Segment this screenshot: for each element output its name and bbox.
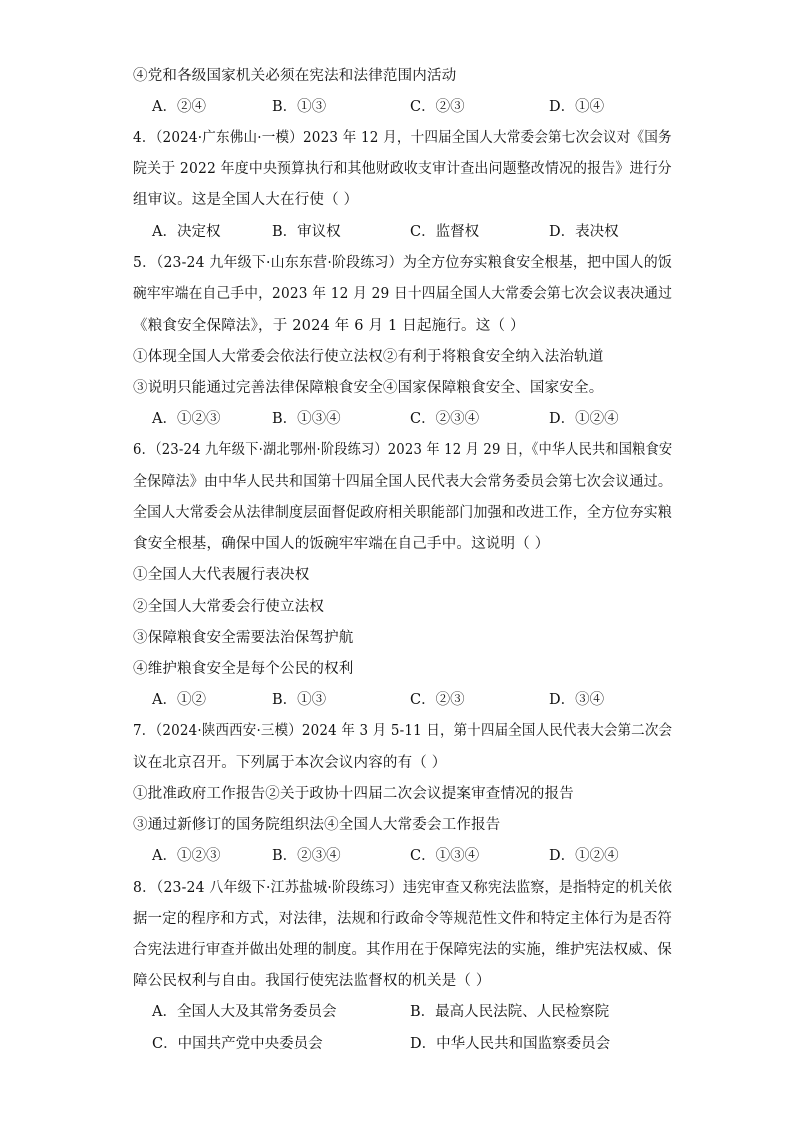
q5-statements-1-2: ①体现全国人大常委会依法行使立法权②有利于将粮食安全纳入法治轨道 xyxy=(133,349,604,365)
q5-stem-line-3: 《粮食安全保障法》，于 2024 年 6 月 1 日起施行。这（ ） xyxy=(133,318,525,334)
q8-option-d: D．中华人民共和国监察委员会 xyxy=(410,1036,611,1052)
q6-statement-1: ①全国人大代表履行表决权 xyxy=(133,567,310,583)
q5-option-d: D．①②④ xyxy=(549,411,619,427)
q6-statement-2: ②全国人大常委会行使立法权 xyxy=(133,599,325,615)
q7-statements-1-2: ①批准政府工作报告②关于政协十四届二次会议提案审查情况的报告 xyxy=(133,786,574,802)
q3-statement-4: ④党和各级国家机关必须在宪法和法律范围内活动 xyxy=(133,68,457,84)
q6-stem-line-3: 全国人大常委会从法律制度层面督促政府相关职能部门加强和改进工作，全方位夯实粮 xyxy=(133,505,673,521)
q5-option-c: C．②③④ xyxy=(410,411,480,427)
q4-stem-line-1: 4．（2024·广东佛山·一模）2023 年 12 月，十四届全国人大常委会第七次会议对《国务 xyxy=(133,130,672,146)
q7-stem-line-2: 议在北京召开。下列属于本次会议内容的有（ ） xyxy=(133,755,447,771)
q7-option-b: B．②③④ xyxy=(272,848,341,864)
q7-statements-3-4: ③通过新修订的国务院组织法④全国人大常委会工作报告 xyxy=(133,817,501,833)
q3-option-c: C．②③ xyxy=(410,99,465,115)
q4-option-a: A．决定权 xyxy=(152,224,221,240)
q8-option-c: C．中国共产党中央委员会 xyxy=(152,1036,323,1052)
q3-option-b: B．①③ xyxy=(272,99,327,115)
q6-option-c: C．②③ xyxy=(410,692,465,708)
q6-option-b: B．①③ xyxy=(272,692,327,708)
q8-option-a: A．全国人大及其常务委员会 xyxy=(152,1004,337,1020)
q3-option-d: D．①④ xyxy=(549,99,605,115)
q5-stem-line-1: 5．（23-24 九年级下·山东东营·阶段练习）为全方位夯实粮食安全根基，把中国人的饭 xyxy=(133,255,673,271)
q6-statement-3: ③保障粮食安全需要法治保驾护航 xyxy=(133,630,354,646)
q7-option-a: A．①②③ xyxy=(152,848,221,864)
q8-stem-line-2: 据一定的程序和方式，对法律，法规和行政命令等规范性文件和特定主体行为是否符 xyxy=(133,911,673,927)
q8-stem-line-1: 8．（23-24 八年级下·江苏盐城·阶段练习）违宪审查又称宪法监察，是指特定的机关依 xyxy=(133,880,673,896)
q7-stem-line-1: 7．（2024·陕西西安·三模）2024 年 3 月 5-11 日，第十四届全国人民代表大会第二次会 xyxy=(133,723,673,739)
q7-option-c: C．①③④ xyxy=(410,848,480,864)
q5-stem-line-2: 碗牢牢端在自己手中，2023 年 12 月 29 日十四届全国人大常委会第七次会议表决通过 xyxy=(133,286,673,302)
q6-option-a: A．①② xyxy=(152,692,206,708)
q8-stem-line-4: 障公民权利与自由。我国行使宪法监督权的机关是（ ） xyxy=(133,973,491,989)
q6-stem-line-2: 全保障法》由中华人民共和国第十四届全国人民代表大会常务委员会第七次会议通过。 xyxy=(133,474,673,490)
q6-statement-4: ④维护粮食安全是每个公民的权利 xyxy=(133,661,354,677)
q5-statements-3-4: ③说明只能通过完善法律保障粮食安全④国家保障粮食安全、国家安全。 xyxy=(133,380,604,396)
q6-stem-line-1: 6．（23-24 九年级下·湖北鄂州·阶段练习）2023 年 12 月 29 日，《中华人民共和国粮食安 xyxy=(133,442,673,458)
q8-stem-line-3: 合宪法进行审查并做出处理的制度。其作用在于保障宪法的实施，维护宪法权威、保 xyxy=(133,942,673,958)
q3-option-a: A．②④ xyxy=(152,99,206,115)
q6-stem-line-4: 食安全根基，确保中国人的饭碗牢牢端在自己手中。这说明（ ） xyxy=(133,536,550,552)
q5-option-b: B．①③④ xyxy=(272,411,341,427)
q4-option-d: D．表决权 xyxy=(549,224,619,240)
q5-option-a: A．①②③ xyxy=(152,411,221,427)
q4-option-c: C．监督权 xyxy=(410,224,480,240)
q4-option-b: B．审议权 xyxy=(272,224,341,240)
q7-option-d: D．①②④ xyxy=(549,848,619,864)
q8-option-b: B．最高人民法院、人民检察院 xyxy=(410,1004,610,1020)
q6-option-d: D．③④ xyxy=(549,692,605,708)
q4-stem-line-3: 组审议。这是全国人大在行使（ ） xyxy=(133,192,359,208)
q4-stem-line-2: 院关于 2022 年度中央预算执行和其他财政收支审计查出问题整改情况的报告》进行分 xyxy=(133,161,672,177)
